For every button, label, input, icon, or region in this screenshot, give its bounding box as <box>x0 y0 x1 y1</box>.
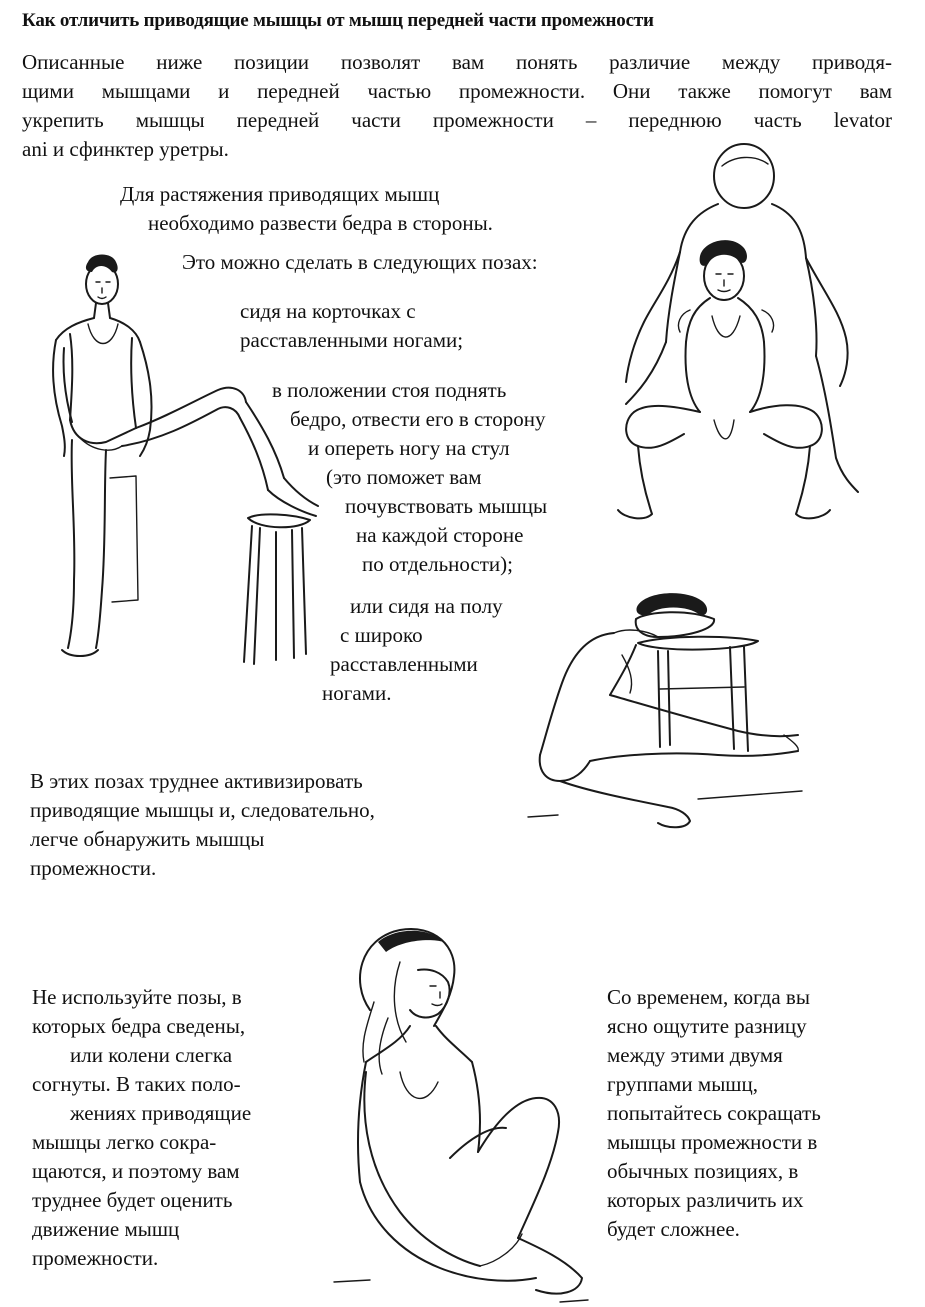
squatting-figure-icon <box>614 142 870 536</box>
later-line: мышцы промежности в <box>607 1130 818 1154</box>
crossed-figure-icon <box>330 922 592 1306</box>
pose-stand-line: в положении стоя поднять <box>272 378 507 402</box>
later-line: группами мышц, <box>607 1072 758 1096</box>
pose-floor-line: или сидя на полу <box>350 594 503 618</box>
pose-floor-line: с широко <box>340 623 423 647</box>
later-line: ясно ощутите разницу <box>607 1014 807 1038</box>
intro-line: Описанные ниже позиции позволят вам понять различие между приводя- <box>22 50 892 74</box>
later-line: обычных позициях, в <box>607 1159 799 1183</box>
standing-figure-icon <box>40 250 330 670</box>
squatting-illustration <box>614 142 870 536</box>
pose-squat-line: сидя на корточках с <box>240 299 416 323</box>
harder-line: приводящие мышцы и, следовательно, <box>30 798 375 822</box>
stretch-line: необходимо развести бедра в стороны. <box>148 211 493 235</box>
crossed-illustration <box>330 922 592 1306</box>
later-line: попытайтесь сокращать <box>607 1101 821 1125</box>
avoid-line: Не используйте позы, в <box>32 985 242 1009</box>
avoid-line: труднее будет оценить <box>32 1188 233 1212</box>
avoid-line: движение мышц <box>32 1217 180 1241</box>
stretch-line: Для растяжения приводящих мышц <box>120 182 440 206</box>
avoid-line: щаются, и поэтому вам <box>32 1159 240 1183</box>
harder-line: легче обнаружить мышцы <box>30 827 265 851</box>
pose-squat-line: расставленными ногами; <box>240 328 464 352</box>
harder-line: промежности. <box>30 856 157 880</box>
later-paragraph <box>607 983 821 1244</box>
pose-stand-line: (это поможет вам <box>326 465 482 489</box>
standing-illustration <box>40 250 330 670</box>
later-line: которых различить их <box>607 1188 804 1212</box>
avoid-paragraph <box>0 983 251 1273</box>
pose-floor-line: расставленными <box>330 652 478 676</box>
avoid-line: которых бедра сведены, <box>32 1014 246 1038</box>
pose-stand-line: почувствовать мышцы <box>345 494 548 518</box>
floor-figure-icon <box>518 585 808 835</box>
harder-paragraph <box>30 767 375 883</box>
page-title: Как отличить приводящие мышцы от мышц передней части промежности <box>22 10 654 31</box>
poses-intro-text: Это можно сделать в следующих позах: <box>182 250 538 274</box>
avoid-line: жениях приводящие <box>70 1101 252 1125</box>
later-line: будет сложнее. <box>607 1217 740 1241</box>
pose-stand-line: на каждой стороне <box>356 523 524 547</box>
avoid-line: промежности. <box>32 1246 159 1270</box>
avoid-line: согнуты. В таких поло- <box>32 1072 241 1096</box>
pose-stand-line: по отдельности); <box>362 552 513 576</box>
intro-line: щими мышцами и передней частью промежности. Они также помогут вам <box>22 79 892 103</box>
floor-illustration <box>518 585 808 835</box>
stretch-text <box>120 180 493 238</box>
avoid-line: мышцы легко сокра- <box>32 1130 217 1154</box>
pose-stand-line: и опереть ногу на стул <box>308 436 510 460</box>
later-line: между этими двумя <box>607 1043 783 1067</box>
avoid-line: или колени слегка <box>70 1043 233 1067</box>
intro-line: ani и сфинктер уретры. <box>22 137 229 161</box>
harder-line: В этих позах труднее активизировать <box>30 769 363 793</box>
intro-line: укрепить мышцы передней части промежности – переднюю часть levator <box>22 108 892 132</box>
later-line: Со временем, когда вы <box>607 985 810 1009</box>
pose-floor-line: ногами. <box>322 681 392 705</box>
pose-stand-line: бедро, отвести его в сторону <box>290 407 546 431</box>
